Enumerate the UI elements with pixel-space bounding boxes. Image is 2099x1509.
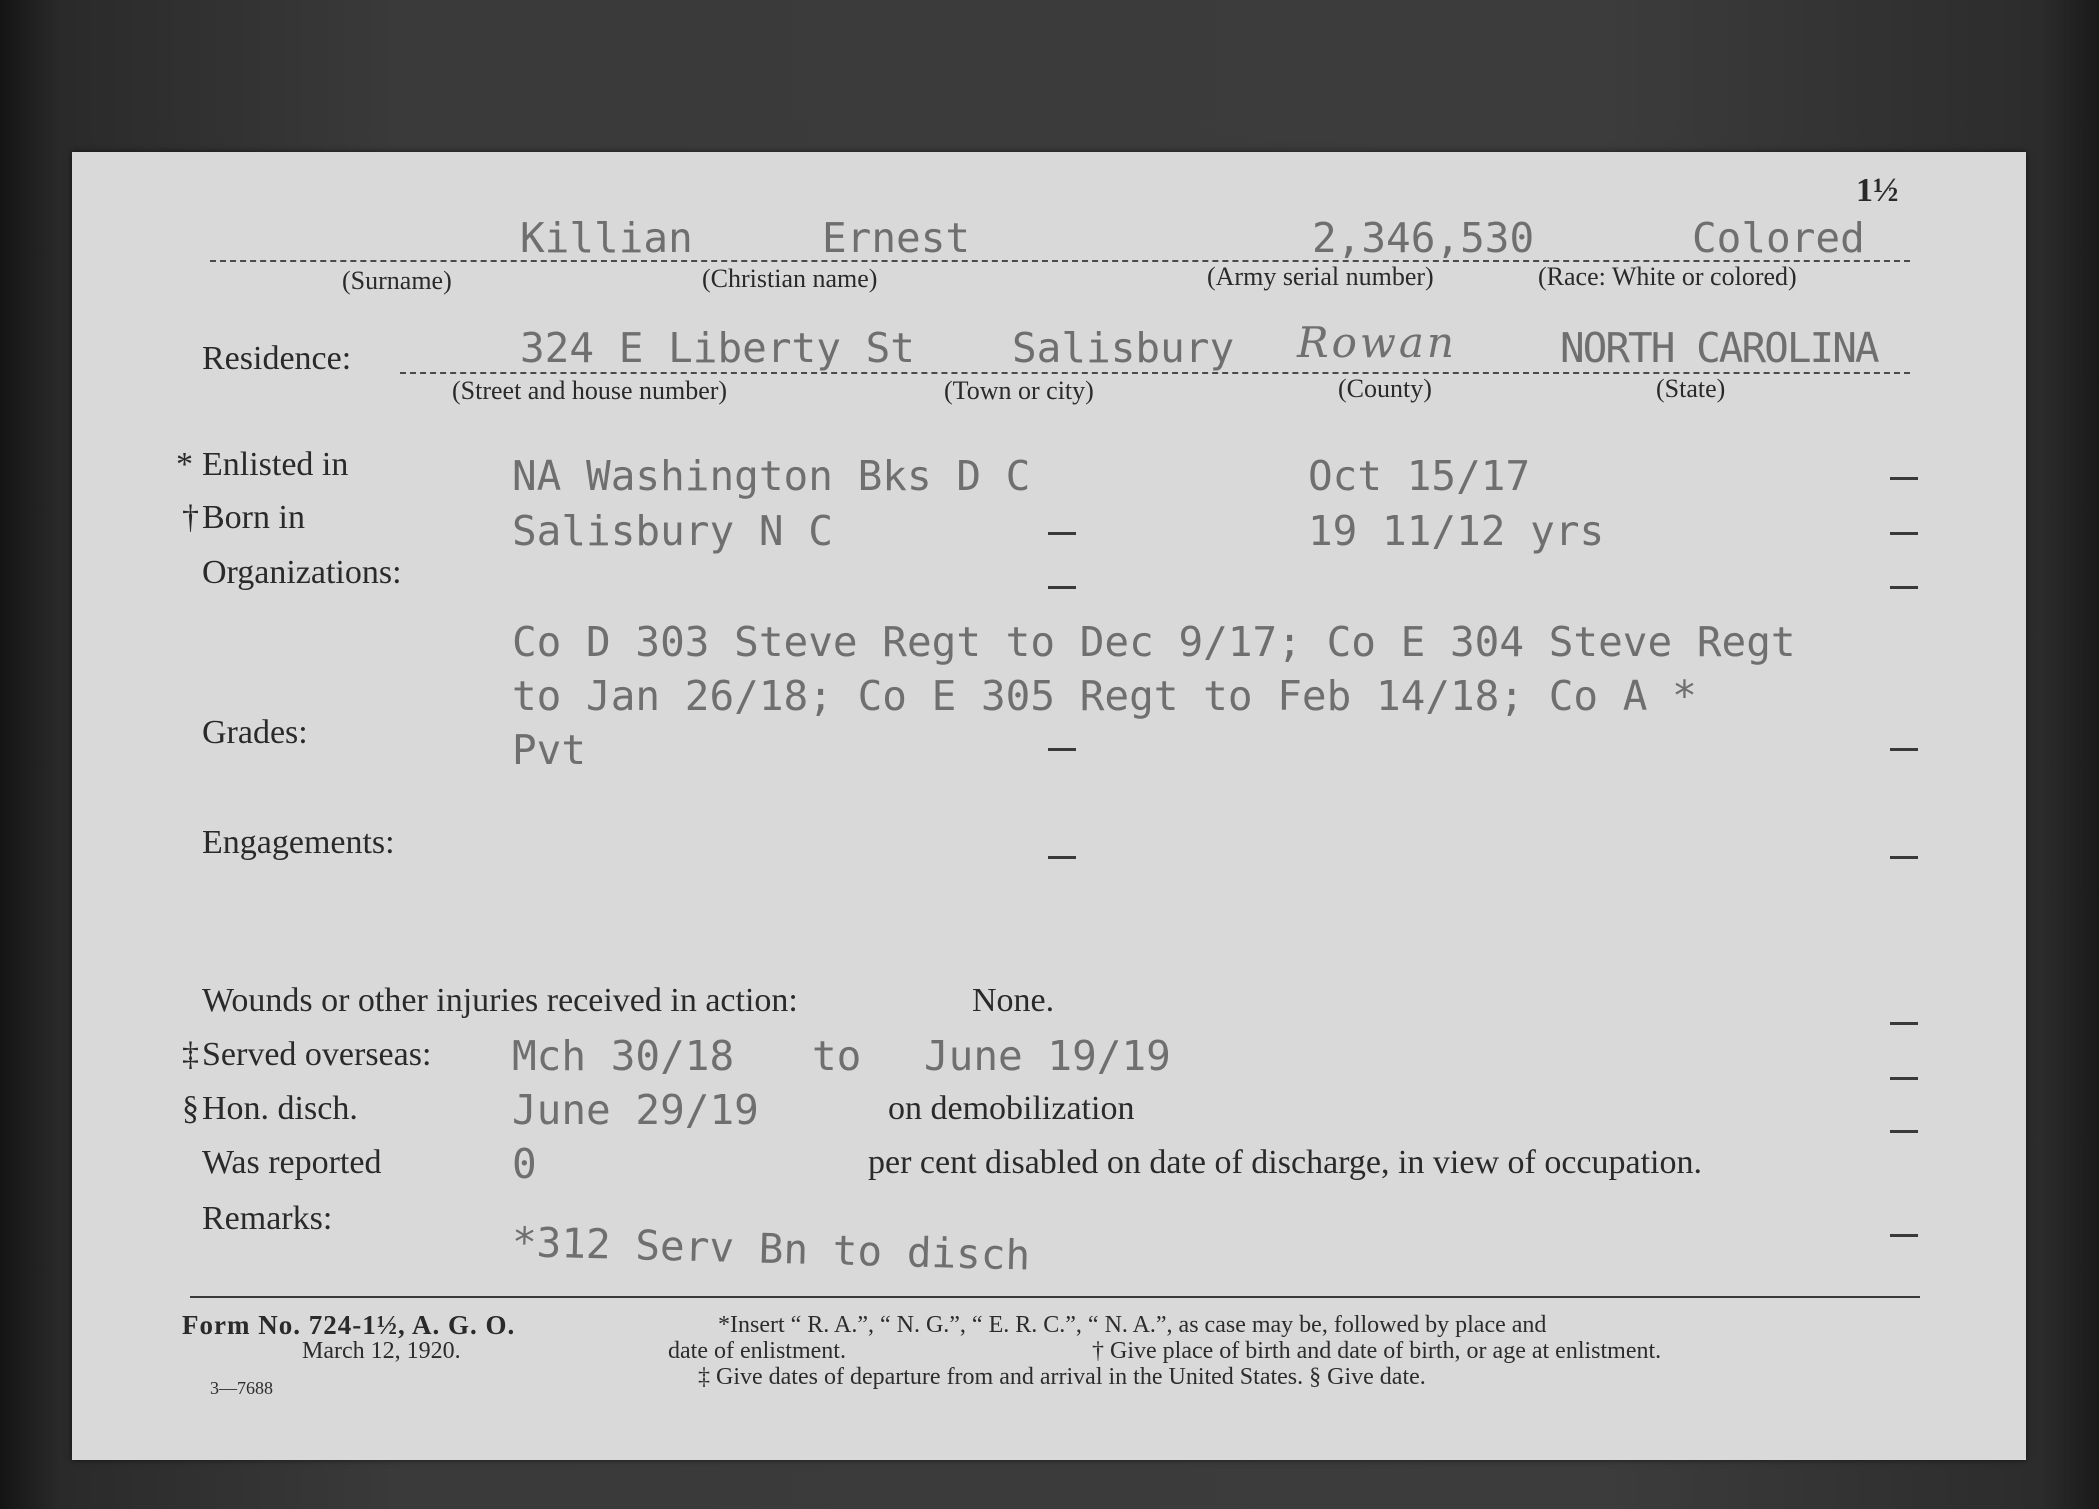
organizations-line-2: to Jan 26/18; Co E 305 Regt to Feb 14/18; Co A * — [512, 672, 1697, 720]
christian-name-value: Ernest — [822, 214, 971, 262]
overseas-dash — [1890, 1077, 1918, 1080]
reported-text: per cent disabled on date of discharge, in view of occupation. — [868, 1144, 1702, 1181]
enlisted-label: Enlisted in — [202, 446, 349, 483]
service-record-card — [72, 152, 2026, 1460]
enlisted-date-value: Oct 15/17 — [1308, 452, 1531, 500]
discharge-mark: § — [182, 1090, 199, 1127]
county-value: Rowan — [1297, 318, 1457, 367]
discharge-reason: on demobilization — [888, 1090, 1135, 1127]
born-mid-dash — [1048, 532, 1076, 535]
engagements-mid-dash — [1048, 856, 1076, 859]
caption-street: (Street and house number) — [452, 376, 728, 405]
grades-label: Grades: — [202, 714, 308, 751]
residence-label: Residence: — [202, 340, 352, 377]
organizations-label: Organizations: — [202, 554, 402, 591]
caption-town: (Town or city) — [944, 376, 1094, 405]
organizations-dash — [1890, 586, 1918, 589]
overseas-from-value: Mch 30/18 — [512, 1032, 735, 1080]
remarks-value: *312 Serv Bn to disch — [511, 1218, 1031, 1280]
grades-dash — [1890, 748, 1918, 751]
overseas-mark: ‡ — [182, 1036, 199, 1073]
surname-value: Killian — [520, 214, 693, 262]
caption-surname: (Surname) — [342, 266, 452, 295]
discharge-dash — [1890, 1130, 1918, 1133]
print-code: 3—7688 — [210, 1378, 273, 1398]
state-value: NORTH CAROLINA — [1560, 324, 1878, 372]
born-mark: † — [182, 499, 199, 536]
discharge-date-value: June 29/19 — [512, 1086, 759, 1134]
caption-state: (State) — [1656, 374, 1726, 403]
born-age-value: 19 11/12 yrs — [1308, 507, 1605, 555]
grades-mid-dash — [1048, 748, 1076, 751]
page-fraction: 1½ — [1856, 172, 1899, 209]
footer-rule — [190, 1296, 1920, 1298]
enlisted-mark: * — [176, 446, 193, 483]
organizations-line-1: Co D 303 Steve Regt to Dec 9/17; Co E 304 Steve Regt — [512, 618, 1796, 666]
wounds-label: Wounds or other injuries received in action: — [202, 982, 798, 1019]
discharge-label: Hon. disch. — [202, 1090, 358, 1127]
footnote-insert-line-1: *Insert “ R. A.”, “ N. G.”, “ E. R. C.”, “ N. A.”, as case may be, followed by place and — [718, 1312, 1547, 1338]
race-value: Colored — [1692, 214, 1865, 262]
born-dash — [1890, 532, 1918, 535]
footnote-departure: ‡ Give dates of departure from and arrival in the United States. § Give date. — [698, 1364, 1426, 1390]
form-date: March 12, 1920. — [302, 1338, 461, 1364]
remarks-dash — [1890, 1234, 1918, 1237]
town-value: Salisbury — [1012, 324, 1235, 372]
caption-christian-name: (Christian name) — [702, 264, 878, 293]
footnote-insert-line-2: date of enlistment. — [668, 1338, 846, 1364]
engagements-label: Engagements: — [202, 824, 395, 861]
footnote-birth: † Give place of birth and date of birth, or age at enlistment. — [1092, 1338, 1662, 1364]
form-number: Form No. 724-1½, A. G. O. — [182, 1310, 516, 1340]
caption-county: (County) — [1338, 374, 1432, 403]
caption-serial-number: (Army serial number) — [1207, 262, 1434, 291]
born-place-value: Salisbury N C — [512, 507, 833, 555]
serial-number-value: 2,346,530 — [1312, 214, 1535, 262]
engagements-dash — [1890, 856, 1918, 859]
reported-value: 0 — [512, 1140, 537, 1188]
overseas-to-value: June 19/19 — [924, 1032, 1171, 1080]
wounds-value: None. — [972, 982, 1055, 1019]
enlisted-dash — [1890, 477, 1918, 480]
enlisted-place-value: NA Washington Bks D C — [512, 452, 1031, 500]
caption-race: (Race: White or colored) — [1538, 262, 1797, 291]
street-value: 324 E Liberty St — [520, 324, 915, 372]
born-label: Born in — [202, 499, 305, 536]
grades-value: Pvt — [512, 726, 587, 774]
remarks-label: Remarks: — [202, 1200, 333, 1237]
reported-label: Was reported — [202, 1144, 382, 1181]
overseas-to-word: to — [812, 1032, 862, 1080]
organizations-mid-dash — [1048, 586, 1076, 589]
wounds-dash — [1890, 1022, 1918, 1025]
overseas-label: Served overseas: — [202, 1036, 432, 1073]
